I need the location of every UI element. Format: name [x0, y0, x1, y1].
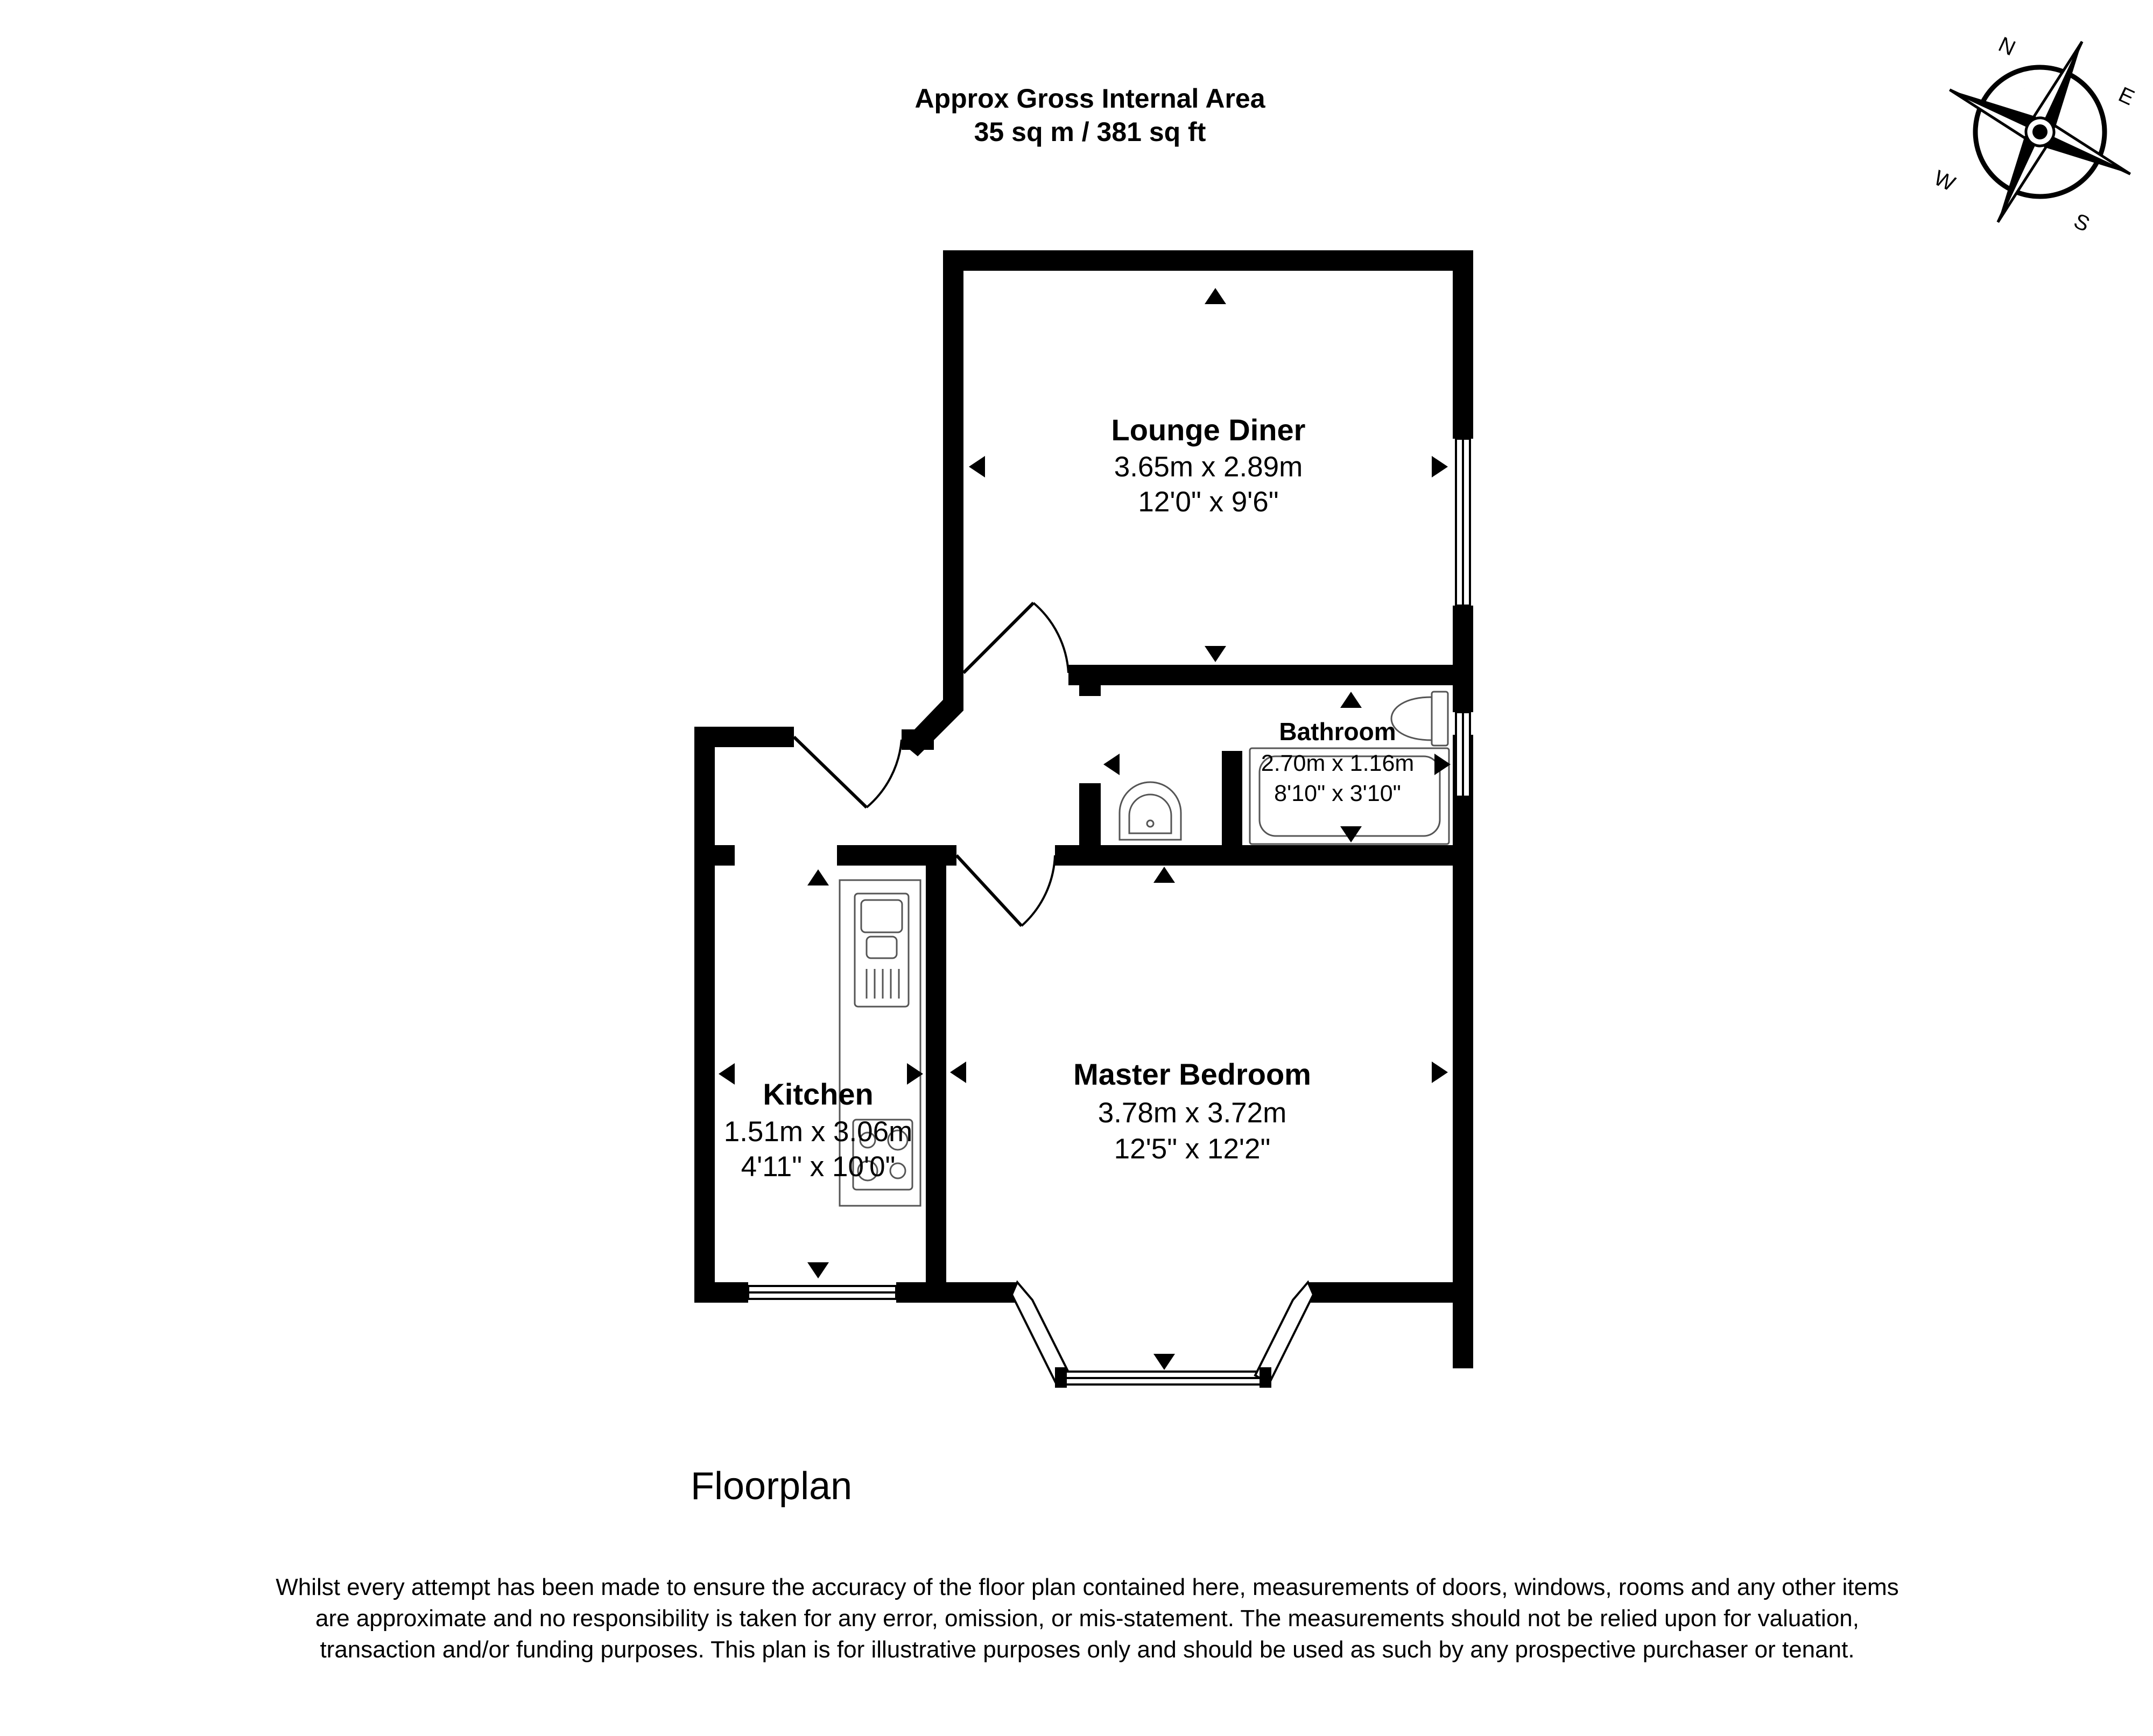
bathroom-imperial: 8'10" x 3'10": [1274, 781, 1401, 806]
sink-icon: [1120, 782, 1181, 840]
bedroom-imperial: 12'5" x 12'2": [1114, 1133, 1271, 1165]
toilet-icon: [1391, 692, 1448, 746]
lounge-metric: 3.65m x 2.89m: [1114, 451, 1303, 483]
kitchen-imperial: 4'11" x 10'0": [741, 1151, 896, 1183]
lounge-name: Lounge Diner: [1111, 413, 1306, 447]
bedroom-metric: 3.78m x 3.72m: [1097, 1097, 1287, 1129]
compass-north: N: [1995, 32, 2019, 61]
area-title: Approx Gross Internal Area: [914, 83, 1265, 114]
disclaimer: Whilst every attempt has been made to ensure the accuracy of the floor plan contained here, measurements of doors, windows, rooms and any other items are approximate and no responsibility is taken for any error, omission, or mis-statement. The measurements should not be relied upon for valuation, transaction and/or funding purposes. This plan is for illustrative purposes only and should be used as such by any prospective purchaser or tenant.: [276, 1574, 1899, 1663]
compass-west: W: [1930, 166, 1959, 196]
compass-icon: [1908, 0, 2153, 264]
bathroom-metric: 2.70m x 1.16m: [1261, 750, 1415, 776]
kitchen-metric: 1.51m x 3.06m: [723, 1116, 913, 1148]
compass-south: S: [2070, 209, 2093, 237]
compass-east: E: [2115, 82, 2138, 110]
bathroom-name: Bathroom: [1279, 718, 1396, 746]
bedroom-name: Master Bedroom: [1073, 1057, 1311, 1091]
floor-label: Floorplan: [691, 1465, 853, 1508]
kitchen-name: Kitchen: [763, 1077, 874, 1111]
lounge-imperial: 12'0" x 9'6": [1138, 486, 1279, 518]
kitchen-sink-icon: [855, 894, 909, 1007]
area-value: 35 sq m / 381 sq ft: [974, 117, 1206, 147]
